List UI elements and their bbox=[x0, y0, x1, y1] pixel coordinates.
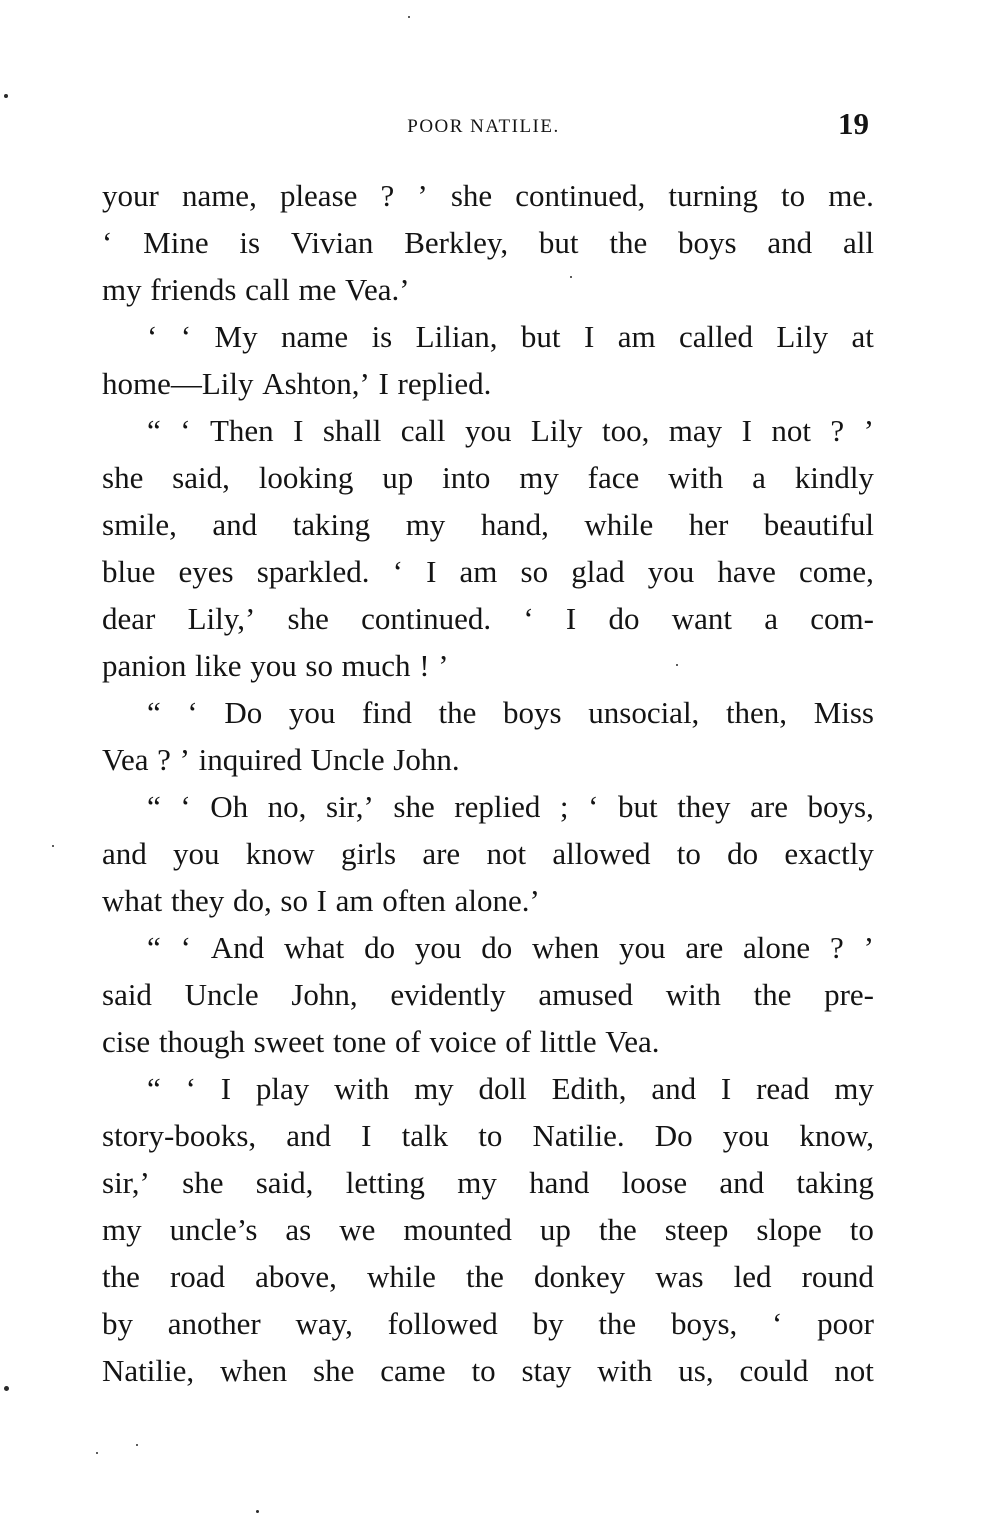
scan-speck bbox=[4, 94, 8, 98]
text-line: “ ‘ Then I shall call you Lily too, may I not ? ’ bbox=[147, 413, 874, 448]
text-line: my friends call me Vea.’ bbox=[102, 272, 410, 307]
text-line: ‘ Mine is Vivian Berkley, but the boys and all bbox=[102, 225, 874, 260]
text-line: Natilie, when she came to stay with us, could not bbox=[102, 1353, 874, 1388]
text-line: my uncle’s as we mounted up the steep slope to bbox=[102, 1212, 874, 1247]
scan-speck bbox=[4, 1386, 9, 1391]
text-line: “ ‘ Do you find the boys unsocial, then, Miss bbox=[147, 695, 874, 730]
text-line: “ ‘ Oh no, sir,’ she replied ; ‘ but they are boys, bbox=[147, 789, 874, 824]
text-line: sir,’ she said, letting my hand loose and taking bbox=[102, 1165, 874, 1200]
text-line: ‘ ‘ My name is Lilian, but I am called Lily at bbox=[147, 319, 874, 354]
text-line: blue eyes sparkled. ‘ I am so glad you have come, bbox=[102, 554, 874, 589]
text-line: Vea ? ’ inquired Uncle John. bbox=[102, 742, 460, 777]
scan-speck bbox=[408, 16, 410, 18]
text-line: your name, please ? ’ she continued, turning to me. bbox=[102, 178, 874, 213]
text-line: panion like you so much ! ’ bbox=[102, 648, 449, 683]
scan-speck bbox=[676, 664, 678, 666]
running-title-text: POOR NATILIE. bbox=[407, 116, 560, 137]
text-line: home—Lily Ashton,’ I replied. bbox=[102, 366, 492, 401]
text-line: what they do, so I am often alone.’ bbox=[102, 883, 540, 918]
body-text bbox=[102, 172, 874, 1394]
scan-speck bbox=[570, 276, 572, 278]
text-line: cise though sweet tone of voice of little Vea. bbox=[102, 1024, 660, 1059]
text-line: smile, and taking my hand, while her beautiful bbox=[102, 507, 874, 542]
text-line: she said, looking up into my face with a kindly bbox=[102, 460, 874, 495]
text-line: said Uncle John, evidently amused with the pre- bbox=[102, 977, 874, 1012]
text-line: dear Lily,’ she continued. ‘ I do want a com- bbox=[102, 601, 874, 636]
page-number: 19 bbox=[838, 106, 869, 141]
text-line: “ ‘ And what do you do when you are alone ? ’ bbox=[147, 930, 874, 965]
text-line: and you know girls are not allowed to do exactly bbox=[102, 836, 874, 871]
text-line: the road above, while the donkey was led round bbox=[102, 1259, 874, 1294]
text-line: by another way, followed by the boys, ‘ poor bbox=[102, 1306, 874, 1341]
scan-speck bbox=[96, 1452, 98, 1454]
scan-speck bbox=[256, 1510, 259, 1513]
text-line: “ ‘ I play with my doll Edith, and I read my bbox=[147, 1071, 874, 1106]
scan-speck bbox=[52, 845, 54, 847]
scan-speck bbox=[136, 1444, 138, 1446]
text-line: story-books, and I talk to Natilie. Do you know, bbox=[102, 1118, 874, 1153]
